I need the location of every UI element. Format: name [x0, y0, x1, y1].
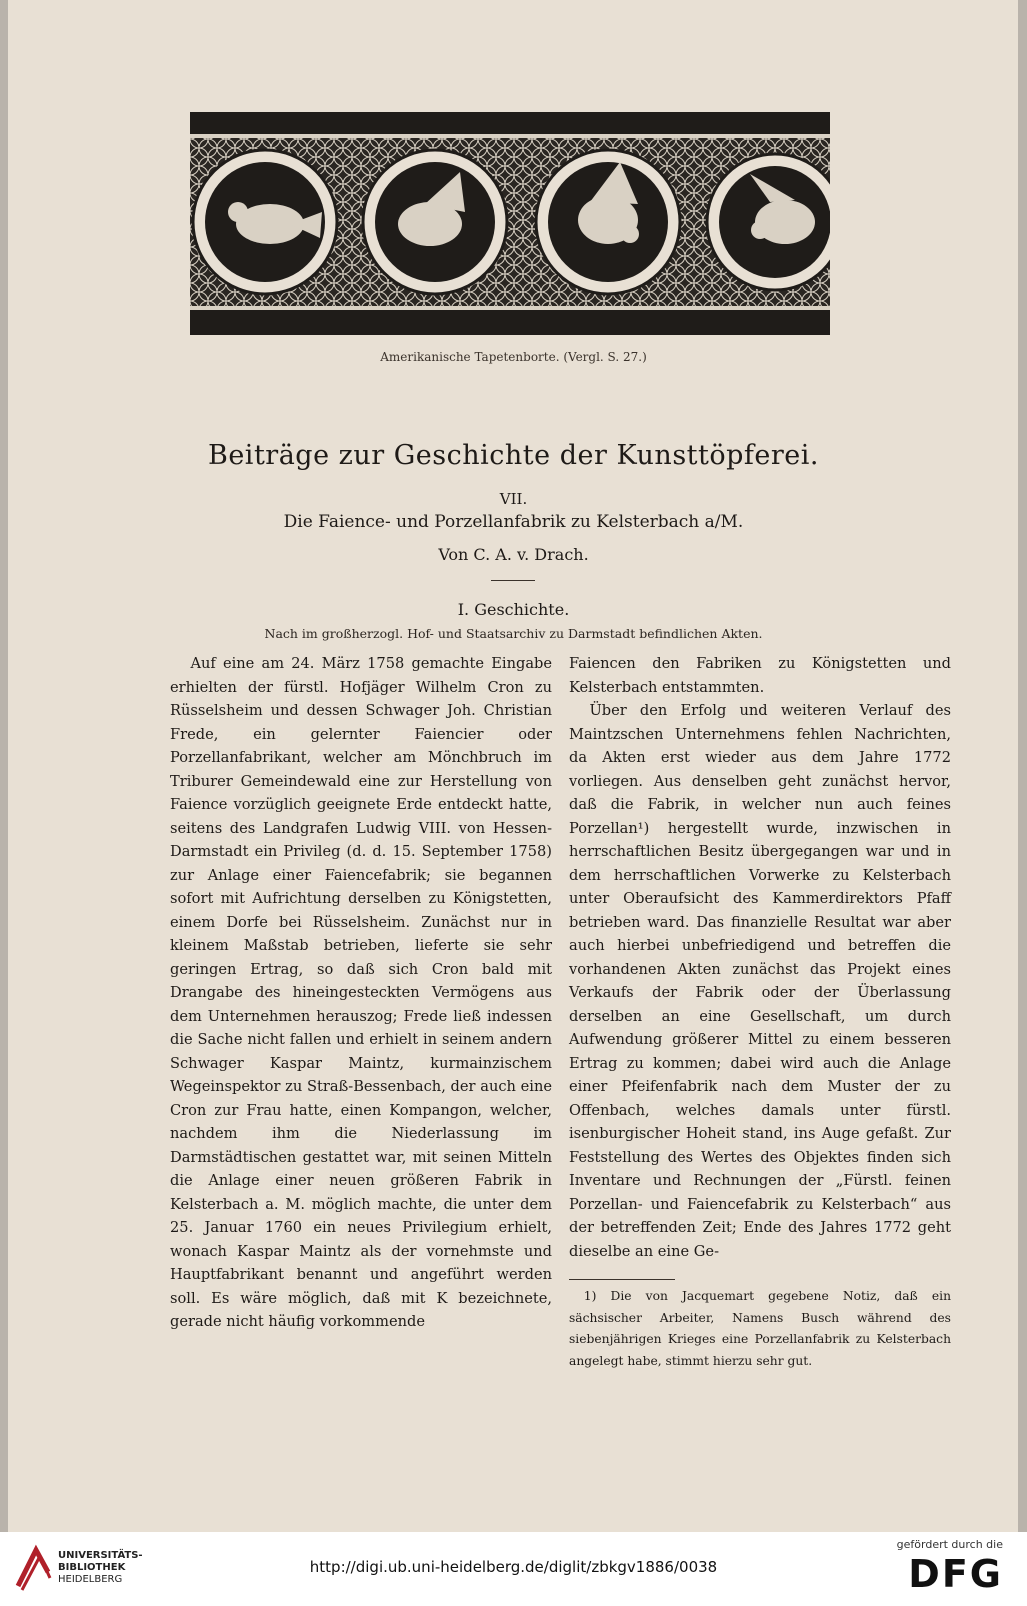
dfg-logo[interactable]: DFG	[908, 1552, 1003, 1596]
source-note: Nach im großherzogl. Hof- und Staatsarchiv zu Darmstadt befindlichen Akten.	[264, 626, 763, 641]
ornament-border-image	[190, 112, 830, 335]
footnote: 1) Die von Jacquemart gegebene Notiz, daß ein sächsischer Arbeiter, Namens Busch während des siebenjährigen Krieges eine Porzellanfabrik zu Kelsterbach angelegt habe, stimmt hierzu sehr gut.	[569, 1289, 951, 1368]
medallion-2	[363, 150, 507, 294]
author-line: Von C. A. v. Drach.	[438, 545, 589, 564]
library-name: UNIVERSITÄTS- BIBLIOTHEK HEIDELBERG	[58, 1550, 143, 1585]
medallion-4	[707, 154, 830, 290]
sponsor-text: gefördert durch die	[896, 1538, 1003, 1551]
text-column-right	[569, 652, 951, 1263]
article-subtitle: Die Faience- und Porzellanfabrik zu Kelsterbach a/M.	[283, 512, 744, 532]
paragraph: Auf eine am 24. März 1758 gemachte Eingabe erhielten der fürstl. Hofjäger Wilhelm Cron zu Rüsselsheim und dessen Schwager Joh. Christian Frede, ein gelernter Faiencier oder Porzellanfabrikant, welcher am Mönchbruch im Triburer Gemeindewald eine zur Herstellung von Faience vorzüglich geeignete Erde entdeckt hatte, seitens des Landgrafen Ludwig VIII. von Hessen-Darmstadt ein Privileg (d. d. 15. September 1758) zur Anlage einer Faiencefabrik; sie begannen sofort mit Aufrichtung derselben zu Königstetten, einem Dorfe bei Rüsselsheim. Zunächst nur in kleinem Maßstab betrieben, lieferte sie sehr geringen Ertrag, so daß sich Cron bald mit Drangabe des hineingesteckten Vermögens aus dem Unternehmen herauszog; Frede ließ indessen die Sache nicht fallen und erhielt in seinem andern Schwager Kaspar Maintz, kurmainzischem Wegeinspektor zu Straß-Bessenbach, der auch eine Cron zur Frau hatte, einen Kompangon, welcher, nachdem ihm die Niederlassung im Darmstädtischen gestattet war, mit seinen Mitteln die Anlage einer neuen größeren Fabrik in Kelsterbach a. M. möglich machte, die unter dem 25. Januar 1760 ein neues Privilegium erhielt, wonach Kaspar Maintz als der vornehmste und Hauptfabrikant benannt und angeführt werden soll. Es wäre möglich, daß mit K bezeichnete, gerade nicht häufig vorkommende	[170, 655, 552, 1330]
part-number: VII.	[499, 490, 528, 508]
section-heading: I. Geschichte.	[457, 600, 570, 619]
article-title: Beiträge zur Geschichte der Kunsttöpferei.	[207, 440, 819, 471]
footnote-divider	[569, 1279, 675, 1280]
divider	[491, 580, 535, 581]
figure-caption: Amerikanische Tapetenborte. (Vergl. S. 27.)	[380, 350, 647, 364]
bird-border-illustration	[190, 112, 830, 335]
paragraph: Über den Erfolg und weiteren Verlauf des Maintzschen Unternehmens fehlen Nachrichten, da Akten erst wieder aus dem Jahre 1772 vorliegen. Aus denselben geht zunächst hervor, daß die Fabrik, in welcher nun auch feines Porzellan¹) hergestellt wurde, inzwischen in herrschaftlichen Besitz übergegangen war und in dem herrschaftlichen Vorwerke zu Kelsterbach unter Oberaufsicht des Kammerdirektors Pfaff betrieben ward. Das finanzielle Resultat war aber auch hierbei unbefriedigend und betreffen die vorhandenen Akten zunächst das Projekt eines Verkaufs der Fabrik oder der Überlassung derselben an eine Gesellschaft, um durch Aufwendung größerer Mittel zu einem besseren Ertrag zu kommen; dabei wird auch die Anlage einer Pfeifenfabrik nach dem Muster der zu Offenbach, welches damals unter fürstl. isenburgischer Hoheit stand, ins Auge gefaßt. Zur Feststellung des Wertes des Objektes finden sich Inventare und Rechnungen der „Fürstl. feinen Porzellan- und Faiencefabrik zu Kelsterbach“ aus der betreffenden Zeit; Ende des Jahres 1772 geht dieselbe an eine Ge-	[569, 702, 951, 1260]
medallion-3	[536, 150, 680, 294]
permalink-url[interactable]: http://digi.ub.uni-heidelberg.de/diglit/zbkgv1886/0038	[309, 1558, 718, 1576]
paragraph: Faiencen den Fabriken zu Königstetten und Kelsterbach entstammten.	[569, 655, 951, 696]
text-column-left	[170, 652, 552, 1334]
footer-bar	[0, 1532, 1027, 1606]
medallion-1	[193, 150, 337, 294]
